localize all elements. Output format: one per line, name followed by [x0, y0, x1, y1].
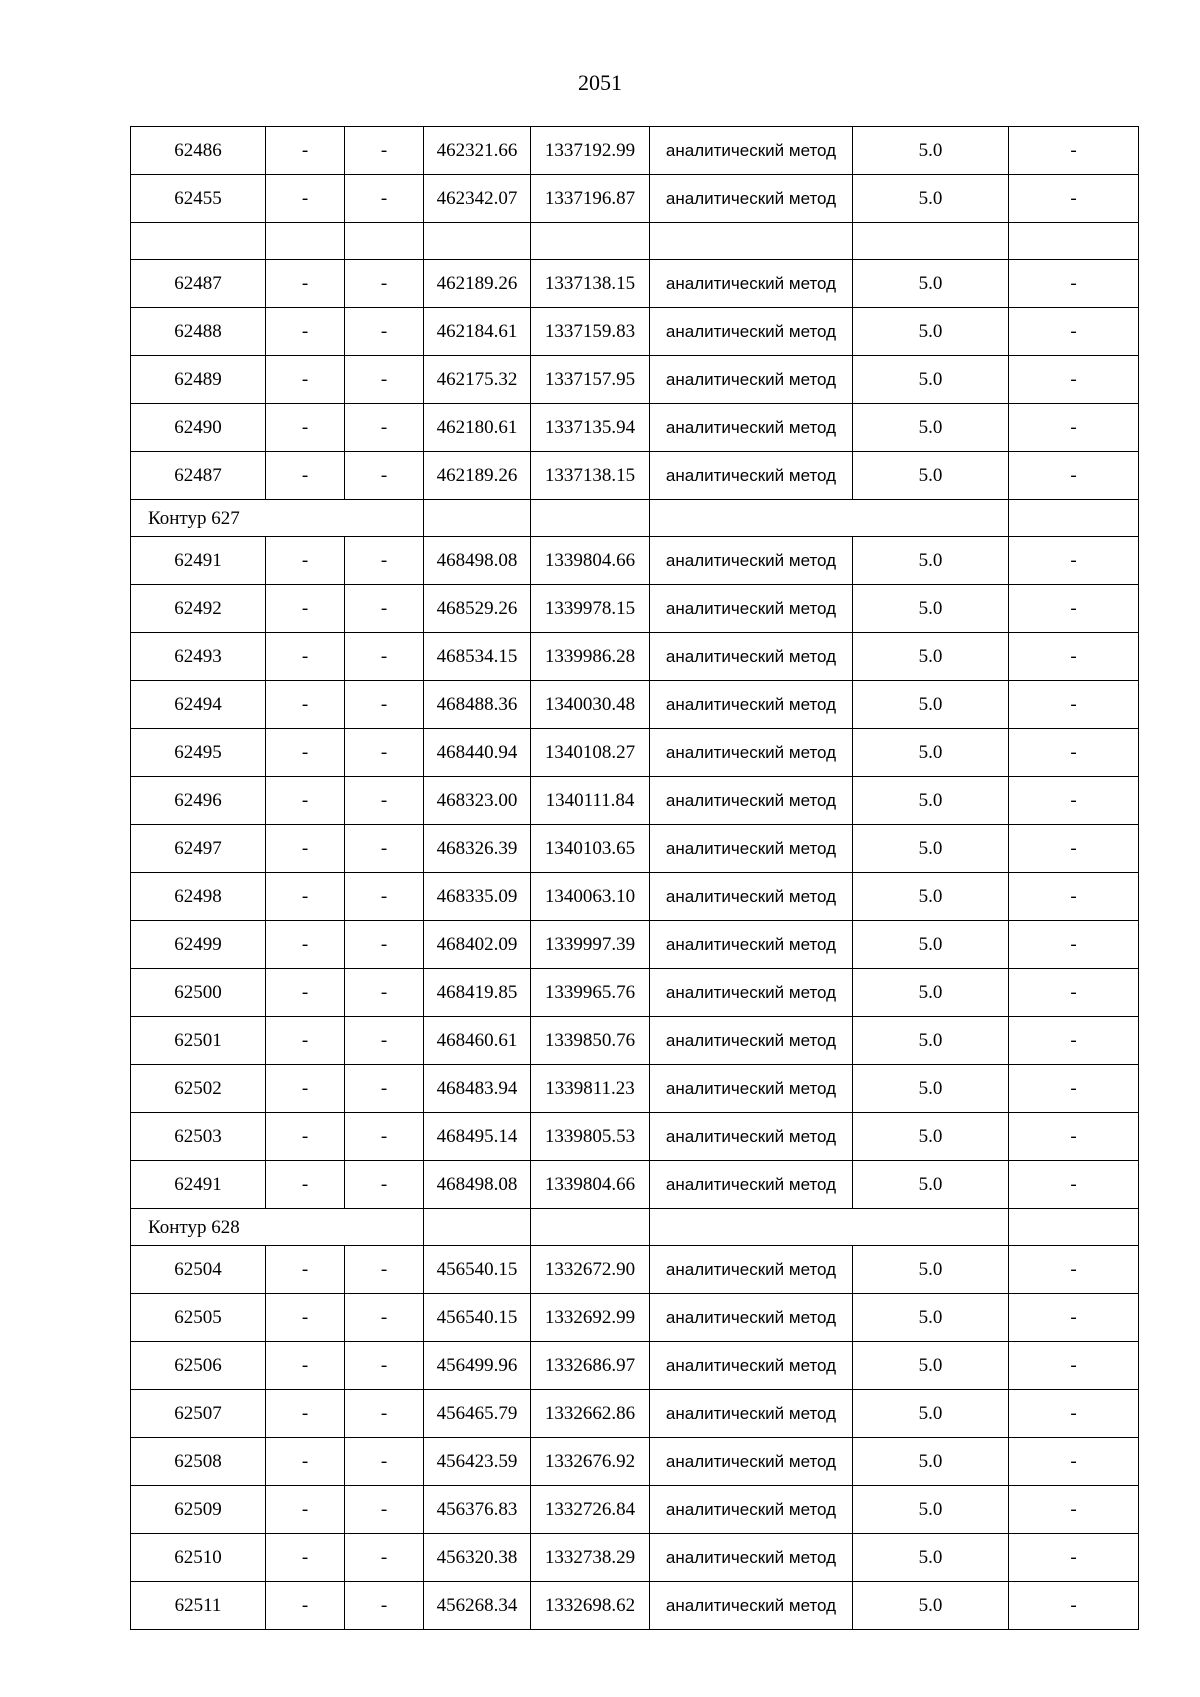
- accuracy-cell: 5.0: [853, 1390, 1009, 1438]
- dash-cell: -: [266, 175, 345, 223]
- x-coordinate-cell: 468529.26: [424, 585, 531, 633]
- point-number-cell: 62492: [131, 585, 266, 633]
- method-cell: аналитический метод: [650, 1113, 853, 1161]
- table-row: [131, 633, 1139, 681]
- point-number-cell: 62491: [131, 1161, 266, 1209]
- y-coordinate-cell: 1332738.29: [531, 1534, 650, 1582]
- x-coordinate-cell: 468440.94: [424, 729, 531, 777]
- dash-cell: -: [266, 873, 345, 921]
- accuracy-cell: 5.0: [853, 1017, 1009, 1065]
- x-coordinate-cell: 468335.09: [424, 873, 531, 921]
- dash-cell: -: [1009, 969, 1139, 1017]
- dash-cell: -: [345, 452, 424, 500]
- point-number-cell: 62501: [131, 1017, 266, 1065]
- x-coordinate-cell: 468488.36: [424, 681, 531, 729]
- y-coordinate-cell: 1337138.15: [531, 452, 650, 500]
- method-cell: аналитический метод: [650, 260, 853, 308]
- table-row: [131, 729, 1139, 777]
- y-coordinate-cell: 1339804.66: [531, 537, 650, 585]
- y-coordinate-cell: 1339850.76: [531, 1017, 650, 1065]
- table-row: [131, 1438, 1139, 1486]
- table-row: [131, 1113, 1139, 1161]
- empty-cell: [345, 223, 424, 260]
- x-coordinate-cell: 468534.15: [424, 633, 531, 681]
- table-row: [131, 308, 1139, 356]
- point-number-cell: 62487: [131, 260, 266, 308]
- x-coordinate-cell: 456423.59: [424, 1438, 531, 1486]
- dash-cell: -: [266, 356, 345, 404]
- table-row: [131, 969, 1139, 1017]
- coordinates-table: [130, 126, 1139, 1630]
- dash-cell: -: [1009, 1582, 1139, 1630]
- table-row: [131, 127, 1139, 175]
- dash-cell: -: [266, 969, 345, 1017]
- method-cell: аналитический метод: [650, 1534, 853, 1582]
- dash-cell: -: [345, 356, 424, 404]
- table-row: [131, 1486, 1139, 1534]
- empty-cell: [424, 500, 531, 537]
- dash-cell: -: [1009, 356, 1139, 404]
- dash-cell: -: [345, 1534, 424, 1582]
- accuracy-cell: 5.0: [853, 260, 1009, 308]
- dash-cell: -: [1009, 175, 1139, 223]
- x-coordinate-cell: 468498.08: [424, 1161, 531, 1209]
- dash-cell: -: [345, 1342, 424, 1390]
- dash-cell: -: [345, 825, 424, 873]
- point-number-cell: 62486: [131, 127, 266, 175]
- dash-cell: -: [1009, 1017, 1139, 1065]
- empty-row: [131, 223, 1139, 260]
- method-cell: аналитический метод: [650, 356, 853, 404]
- accuracy-cell: 5.0: [853, 537, 1009, 585]
- x-coordinate-cell: 462321.66: [424, 127, 531, 175]
- dash-cell: -: [1009, 777, 1139, 825]
- x-coordinate-cell: 456465.79: [424, 1390, 531, 1438]
- empty-cell: [853, 223, 1009, 260]
- dash-cell: -: [1009, 452, 1139, 500]
- y-coordinate-cell: 1339978.15: [531, 585, 650, 633]
- empty-cell: [266, 1209, 424, 1246]
- table-row: [131, 1294, 1139, 1342]
- x-coordinate-cell: 468323.00: [424, 777, 531, 825]
- table-row: [131, 175, 1139, 223]
- table-row: [131, 452, 1139, 500]
- empty-cell: [1009, 1209, 1139, 1246]
- dash-cell: -: [266, 1065, 345, 1113]
- method-cell: аналитический метод: [650, 633, 853, 681]
- method-cell: аналитический метод: [650, 1486, 853, 1534]
- section-row: [131, 1209, 1139, 1246]
- empty-cell: [531, 223, 650, 260]
- table-row: [131, 537, 1139, 585]
- dash-cell: -: [266, 1113, 345, 1161]
- point-number-cell: 62487: [131, 452, 266, 500]
- point-number-cell: 62493: [131, 633, 266, 681]
- method-cell: аналитический метод: [650, 537, 853, 585]
- point-number-cell: 62497: [131, 825, 266, 873]
- x-coordinate-cell: 468483.94: [424, 1065, 531, 1113]
- accuracy-cell: 5.0: [853, 969, 1009, 1017]
- dash-cell: -: [345, 260, 424, 308]
- point-number-cell: 62500: [131, 969, 266, 1017]
- point-number-cell: 62498: [131, 873, 266, 921]
- dash-cell: -: [266, 1582, 345, 1630]
- table-row: [131, 260, 1139, 308]
- x-coordinate-cell: 468498.08: [424, 537, 531, 585]
- method-cell: аналитический метод: [650, 1065, 853, 1113]
- dash-cell: -: [1009, 1065, 1139, 1113]
- y-coordinate-cell: 1332676.92: [531, 1438, 650, 1486]
- y-coordinate-cell: 1340111.84: [531, 777, 650, 825]
- dash-cell: -: [1009, 127, 1139, 175]
- point-number-cell: 62491: [131, 537, 266, 585]
- empty-cell: [424, 1209, 531, 1246]
- method-cell: аналитический метод: [650, 681, 853, 729]
- empty-cell: [531, 500, 650, 537]
- dash-cell: -: [266, 1161, 345, 1209]
- accuracy-cell: 5.0: [853, 1342, 1009, 1390]
- point-number-cell: 62503: [131, 1113, 266, 1161]
- accuracy-cell: 5.0: [853, 921, 1009, 969]
- dash-cell: -: [266, 1294, 345, 1342]
- dash-cell: -: [266, 633, 345, 681]
- empty-cell: [531, 1209, 650, 1246]
- point-number-cell: 62509: [131, 1486, 266, 1534]
- dash-cell: -: [345, 1065, 424, 1113]
- dash-cell: -: [266, 1017, 345, 1065]
- y-coordinate-cell: 1340103.65: [531, 825, 650, 873]
- y-coordinate-cell: 1340030.48: [531, 681, 650, 729]
- accuracy-cell: 5.0: [853, 175, 1009, 223]
- dash-cell: -: [266, 260, 345, 308]
- dash-cell: -: [345, 404, 424, 452]
- table-row: [131, 1582, 1139, 1630]
- method-cell: аналитический метод: [650, 873, 853, 921]
- accuracy-cell: 5.0: [853, 825, 1009, 873]
- dash-cell: -: [1009, 404, 1139, 452]
- accuracy-cell: 5.0: [853, 1534, 1009, 1582]
- dash-cell: -: [345, 1017, 424, 1065]
- dash-cell: -: [1009, 308, 1139, 356]
- table-row: [131, 1534, 1139, 1582]
- dash-cell: -: [266, 1438, 345, 1486]
- table-row: [131, 585, 1139, 633]
- dash-cell: -: [1009, 729, 1139, 777]
- dash-cell: -: [1009, 1390, 1139, 1438]
- accuracy-cell: 5.0: [853, 1438, 1009, 1486]
- accuracy-cell: 5.0: [853, 356, 1009, 404]
- dash-cell: -: [266, 452, 345, 500]
- table-row: [131, 1017, 1139, 1065]
- dash-cell: -: [345, 127, 424, 175]
- page-number: 2051: [578, 70, 622, 95]
- dash-cell: -: [345, 537, 424, 585]
- dash-cell: -: [1009, 633, 1139, 681]
- dash-cell: -: [345, 969, 424, 1017]
- dash-cell: -: [345, 1438, 424, 1486]
- dash-cell: -: [266, 1486, 345, 1534]
- dash-cell: -: [266, 1342, 345, 1390]
- dash-cell: -: [1009, 1113, 1139, 1161]
- empty-cell: [650, 223, 853, 260]
- method-cell: аналитический метод: [650, 1017, 853, 1065]
- x-coordinate-cell: 468460.61: [424, 1017, 531, 1065]
- table-row: [131, 825, 1139, 873]
- empty-cell: [1009, 500, 1139, 537]
- x-coordinate-cell: 468419.85: [424, 969, 531, 1017]
- section-label: Контур 628: [131, 1209, 266, 1246]
- y-coordinate-cell: 1337192.99: [531, 127, 650, 175]
- accuracy-cell: 5.0: [853, 1294, 1009, 1342]
- accuracy-cell: 5.0: [853, 127, 1009, 175]
- method-cell: аналитический метод: [650, 308, 853, 356]
- point-number-cell: 62455: [131, 175, 266, 223]
- method-cell: аналитический метод: [650, 452, 853, 500]
- dash-cell: -: [266, 777, 345, 825]
- dash-cell: -: [345, 1246, 424, 1294]
- point-number-cell: 62508: [131, 1438, 266, 1486]
- y-coordinate-cell: 1337138.15: [531, 260, 650, 308]
- accuracy-cell: 5.0: [853, 777, 1009, 825]
- method-cell: аналитический метод: [650, 404, 853, 452]
- x-coordinate-cell: 456499.96: [424, 1342, 531, 1390]
- x-coordinate-cell: 462175.32: [424, 356, 531, 404]
- table-row: [131, 1161, 1139, 1209]
- dash-cell: -: [1009, 1342, 1139, 1390]
- accuracy-cell: 5.0: [853, 1486, 1009, 1534]
- dash-cell: -: [1009, 825, 1139, 873]
- point-number-cell: 62511: [131, 1582, 266, 1630]
- method-cell: аналитический метод: [650, 1582, 853, 1630]
- empty-cell: [424, 223, 531, 260]
- y-coordinate-cell: 1337159.83: [531, 308, 650, 356]
- dash-cell: -: [1009, 260, 1139, 308]
- section-row: [131, 500, 1139, 537]
- x-coordinate-cell: 456268.34: [424, 1582, 531, 1630]
- point-number-cell: 62489: [131, 356, 266, 404]
- dash-cell: -: [1009, 921, 1139, 969]
- table-row: [131, 1390, 1139, 1438]
- y-coordinate-cell: 1339986.28: [531, 633, 650, 681]
- table-row: [131, 1065, 1139, 1113]
- y-coordinate-cell: 1339965.76: [531, 969, 650, 1017]
- dash-cell: -: [345, 1113, 424, 1161]
- method-cell: аналитический метод: [650, 825, 853, 873]
- point-number-cell: 62499: [131, 921, 266, 969]
- dash-cell: -: [345, 585, 424, 633]
- accuracy-cell: 5.0: [853, 633, 1009, 681]
- dash-cell: -: [345, 1582, 424, 1630]
- method-cell: аналитический метод: [650, 1390, 853, 1438]
- accuracy-cell: 5.0: [853, 585, 1009, 633]
- point-number-cell: 62494: [131, 681, 266, 729]
- accuracy-cell: 5.0: [853, 1582, 1009, 1630]
- point-number-cell: 62496: [131, 777, 266, 825]
- x-coordinate-cell: 468326.39: [424, 825, 531, 873]
- x-coordinate-cell: 456376.83: [424, 1486, 531, 1534]
- y-coordinate-cell: 1337157.95: [531, 356, 650, 404]
- dash-cell: -: [345, 681, 424, 729]
- y-coordinate-cell: 1332672.90: [531, 1246, 650, 1294]
- table-row: [131, 873, 1139, 921]
- y-coordinate-cell: 1337135.94: [531, 404, 650, 452]
- dash-cell: -: [266, 585, 345, 633]
- empty-cell: [131, 223, 266, 260]
- dash-cell: -: [1009, 1534, 1139, 1582]
- x-coordinate-cell: 462189.26: [424, 260, 531, 308]
- empty-cell: [266, 500, 424, 537]
- dash-cell: -: [1009, 681, 1139, 729]
- dash-cell: -: [345, 175, 424, 223]
- point-number-cell: 62507: [131, 1390, 266, 1438]
- dash-cell: -: [266, 127, 345, 175]
- dash-cell: -: [345, 633, 424, 681]
- dash-cell: -: [345, 1390, 424, 1438]
- y-coordinate-cell: 1339811.23: [531, 1065, 650, 1113]
- y-coordinate-cell: 1337196.87: [531, 175, 650, 223]
- dash-cell: -: [1009, 1486, 1139, 1534]
- dash-cell: -: [266, 308, 345, 356]
- dash-cell: -: [1009, 1161, 1139, 1209]
- point-number-cell: 62488: [131, 308, 266, 356]
- y-coordinate-cell: 1339805.53: [531, 1113, 650, 1161]
- empty-cell: [650, 1209, 1009, 1246]
- accuracy-cell: 5.0: [853, 1161, 1009, 1209]
- y-coordinate-cell: 1340108.27: [531, 729, 650, 777]
- dash-cell: -: [266, 404, 345, 452]
- y-coordinate-cell: 1340063.10: [531, 873, 650, 921]
- dash-cell: -: [1009, 585, 1139, 633]
- accuracy-cell: 5.0: [853, 308, 1009, 356]
- empty-cell: [266, 223, 345, 260]
- method-cell: аналитический метод: [650, 1342, 853, 1390]
- point-number-cell: 62502: [131, 1065, 266, 1113]
- point-number-cell: 62506: [131, 1342, 266, 1390]
- dash-cell: -: [345, 1486, 424, 1534]
- x-coordinate-cell: 462342.07: [424, 175, 531, 223]
- dash-cell: -: [345, 729, 424, 777]
- dash-cell: -: [345, 1294, 424, 1342]
- point-number-cell: 62510: [131, 1534, 266, 1582]
- dash-cell: -: [1009, 1294, 1139, 1342]
- dash-cell: -: [345, 777, 424, 825]
- empty-cell: [1009, 223, 1139, 260]
- dash-cell: -: [266, 1534, 345, 1582]
- dash-cell: -: [266, 825, 345, 873]
- coordinates-table-body: [131, 127, 1139, 1630]
- y-coordinate-cell: 1332662.86: [531, 1390, 650, 1438]
- y-coordinate-cell: 1339997.39: [531, 921, 650, 969]
- method-cell: аналитический метод: [650, 127, 853, 175]
- point-number-cell: 62504: [131, 1246, 266, 1294]
- method-cell: аналитический метод: [650, 777, 853, 825]
- x-coordinate-cell: 456320.38: [424, 1534, 531, 1582]
- accuracy-cell: 5.0: [853, 1065, 1009, 1113]
- point-number-cell: 62490: [131, 404, 266, 452]
- dash-cell: -: [266, 681, 345, 729]
- accuracy-cell: 5.0: [853, 873, 1009, 921]
- dash-cell: -: [345, 873, 424, 921]
- dash-cell: -: [1009, 1438, 1139, 1486]
- method-cell: аналитический метод: [650, 1246, 853, 1294]
- dash-cell: -: [1009, 873, 1139, 921]
- method-cell: аналитический метод: [650, 175, 853, 223]
- accuracy-cell: 5.0: [853, 404, 1009, 452]
- section-label: Контур 627: [131, 500, 266, 537]
- accuracy-cell: 5.0: [853, 1113, 1009, 1161]
- table-row: [131, 356, 1139, 404]
- accuracy-cell: 5.0: [853, 1246, 1009, 1294]
- x-coordinate-cell: 462180.61: [424, 404, 531, 452]
- method-cell: аналитический метод: [650, 729, 853, 777]
- accuracy-cell: 5.0: [853, 452, 1009, 500]
- y-coordinate-cell: 1332692.99: [531, 1294, 650, 1342]
- method-cell: аналитический метод: [650, 969, 853, 1017]
- accuracy-cell: 5.0: [853, 681, 1009, 729]
- table-row: [131, 1342, 1139, 1390]
- empty-cell: [650, 500, 1009, 537]
- point-number-cell: 62495: [131, 729, 266, 777]
- method-cell: аналитический метод: [650, 1161, 853, 1209]
- table-row: [131, 681, 1139, 729]
- dash-cell: -: [266, 1246, 345, 1294]
- dash-cell: -: [266, 1390, 345, 1438]
- table-row: [131, 921, 1139, 969]
- table-row: [131, 1246, 1139, 1294]
- method-cell: аналитический метод: [650, 1294, 853, 1342]
- table-row: [131, 404, 1139, 452]
- dash-cell: -: [345, 1161, 424, 1209]
- dash-cell: -: [266, 729, 345, 777]
- x-coordinate-cell: 456540.15: [424, 1294, 531, 1342]
- point-number-cell: 62505: [131, 1294, 266, 1342]
- x-coordinate-cell: 456540.15: [424, 1246, 531, 1294]
- dash-cell: -: [266, 537, 345, 585]
- dash-cell: -: [1009, 1246, 1139, 1294]
- method-cell: аналитический метод: [650, 921, 853, 969]
- dash-cell: -: [1009, 537, 1139, 585]
- y-coordinate-cell: 1332698.62: [531, 1582, 650, 1630]
- dash-cell: -: [345, 308, 424, 356]
- x-coordinate-cell: 468495.14: [424, 1113, 531, 1161]
- dash-cell: -: [345, 921, 424, 969]
- table-row: [131, 777, 1139, 825]
- method-cell: аналитический метод: [650, 585, 853, 633]
- dash-cell: -: [266, 921, 345, 969]
- y-coordinate-cell: 1339804.66: [531, 1161, 650, 1209]
- x-coordinate-cell: 462184.61: [424, 308, 531, 356]
- x-coordinate-cell: 468402.09: [424, 921, 531, 969]
- y-coordinate-cell: 1332726.84: [531, 1486, 650, 1534]
- x-coordinate-cell: 462189.26: [424, 452, 531, 500]
- method-cell: аналитический метод: [650, 1438, 853, 1486]
- y-coordinate-cell: 1332686.97: [531, 1342, 650, 1390]
- accuracy-cell: 5.0: [853, 729, 1009, 777]
